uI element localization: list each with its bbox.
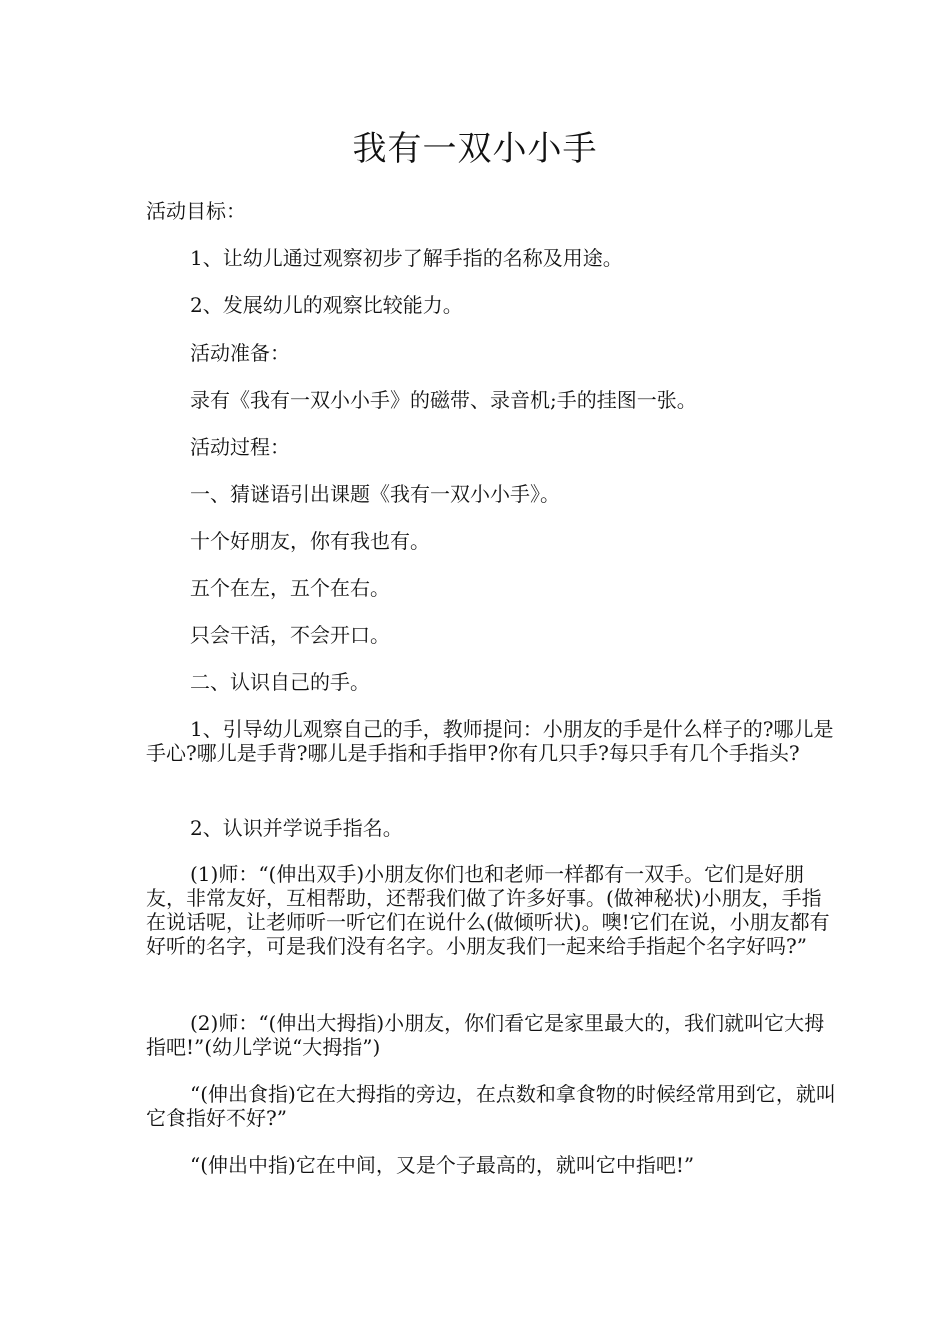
paragraph-riddle-3: 只会干活，不会开口。 <box>190 623 390 647</box>
paragraph-learn-finger-names: 2、认识并学说手指名。 <box>190 816 403 840</box>
paragraph-goal-1: 1、让幼儿通过观察初步了解手指的名称及用途。 <box>190 246 623 270</box>
paragraph-observe-hands: 1、引导幼儿观察自己的手，教师提问：小朋友的手是什么样子的?哪儿是手心?哪儿是手背?哪儿是手指和手指甲?你有几只手?每只手有几个手指头? <box>146 717 834 765</box>
paragraph-index-finger: “(伸出食指)它在大拇指的旁边，在点数和拿食物的时候经常用到它，就叫它食指好不好?” <box>146 1082 836 1130</box>
paragraph-goals-heading: 活动目标： <box>146 199 246 223</box>
paragraph-riddle-1: 十个好朋友，你有我也有。 <box>190 529 430 553</box>
paragraph-step-2: 二、认识自己的手。 <box>190 670 370 694</box>
paragraph-goal-2: 2、发展幼儿的观察比较能力。 <box>190 293 463 317</box>
paragraph-middle-finger: “(伸出中指)它在中间，又是个子最高的，就叫它中指吧!” <box>190 1153 695 1177</box>
paragraph-riddle-2: 五个在左，五个在右。 <box>190 576 390 600</box>
paragraph-step-1: 一、猜谜语引出课题《我有一双小小手》。 <box>190 482 560 506</box>
page-title: 我有一双小小手 <box>352 129 598 169</box>
paragraph-process-heading: 活动过程： <box>190 435 290 459</box>
paragraph-prep-heading: 活动准备： <box>190 341 290 365</box>
paragraph-teacher-script-2: (2)师：“(伸出大拇指)小朋友，你们看它是家里最大的，我们就叫它大拇指吧!”(幼儿学说“大拇指”) <box>146 1011 825 1059</box>
paragraph-prep-content: 录有《我有一双小小手》的磁带、录音机;手的挂图一张。 <box>190 388 697 412</box>
paragraph-teacher-script-1: (1)师：“(伸出双手)小朋友你们也和老师一样都有一双手。它们是好朋友，非常友好，互相帮助，还帮我们做了许多好事。(做神秘状)小朋友，手指在说话呢，让老师听一听它们在说什么(做倾听状)。噢!它们在说，小朋友都有好听的名字，可是我们没有名字。小朋友我们一起来给手指起个名字好吗?” <box>146 862 830 958</box>
